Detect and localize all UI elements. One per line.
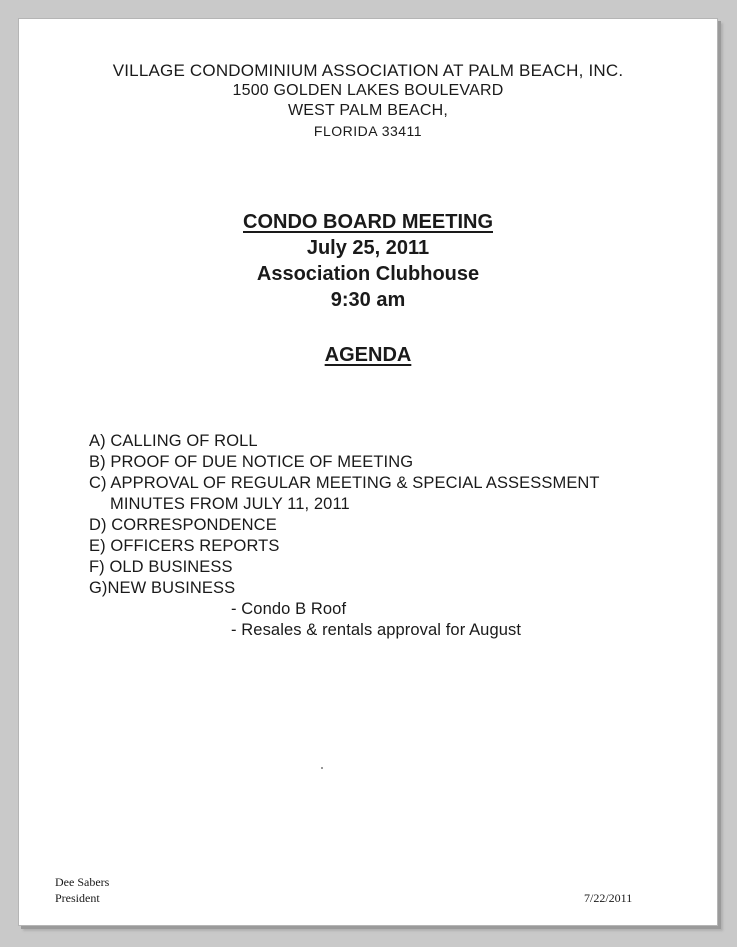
meeting-date: July 25, 2011 <box>306 237 430 259</box>
address-street: 1500 GOLDEN LAKES BOULEVARD <box>232 82 504 99</box>
new-business-item-2: - Resales & rentals approval for August <box>231 621 522 639</box>
meeting-title: CONDO BOARD MEETING <box>243 211 493 233</box>
agenda-item-e: E) OFFICERS REPORTS <box>89 537 280 555</box>
organization-name: VILLAGE CONDOMINIUM ASSOCIATION AT PALM BEACH, INC. <box>112 61 624 80</box>
agenda-item-d: D) CORRESPONDENCE <box>89 516 277 534</box>
scan-speck <box>321 767 323 769</box>
agenda-item-b: B) PROOF OF DUE NOTICE OF MEETING <box>89 453 414 471</box>
agenda-item-a: A) CALLING OF ROLL <box>89 432 258 450</box>
signature-block <box>55 874 109 906</box>
agenda-item-f: F) OLD BUSINESS <box>89 558 233 576</box>
document-date: 7/22/2011 <box>584 891 633 905</box>
meeting-time: 9:30 am <box>330 289 406 311</box>
letterhead <box>19 61 717 141</box>
address-state-zip: FLORIDA 33411 <box>313 123 423 139</box>
document-page <box>18 18 718 926</box>
agenda-item-g: G)NEW BUSINESS <box>89 579 236 597</box>
new-business-item-1: - Condo B Roof <box>231 600 347 618</box>
agenda-item-c: C) APPROVAL OF REGULAR MEETING & SPECIAL ASSESSMENT <box>89 474 600 492</box>
address-city: WEST PALM BEACH, <box>288 102 448 119</box>
meeting-location: Association Clubhouse <box>256 263 480 285</box>
meeting-details <box>19 209 717 313</box>
agenda-title: AGENDA <box>324 344 412 366</box>
agenda-item-c-continuation: MINUTES FROM JULY 11, 2011 <box>110 495 350 513</box>
signer-title: President <box>55 891 100 905</box>
agenda-list <box>89 431 600 641</box>
signer-name: Dee Sabers <box>55 875 110 889</box>
